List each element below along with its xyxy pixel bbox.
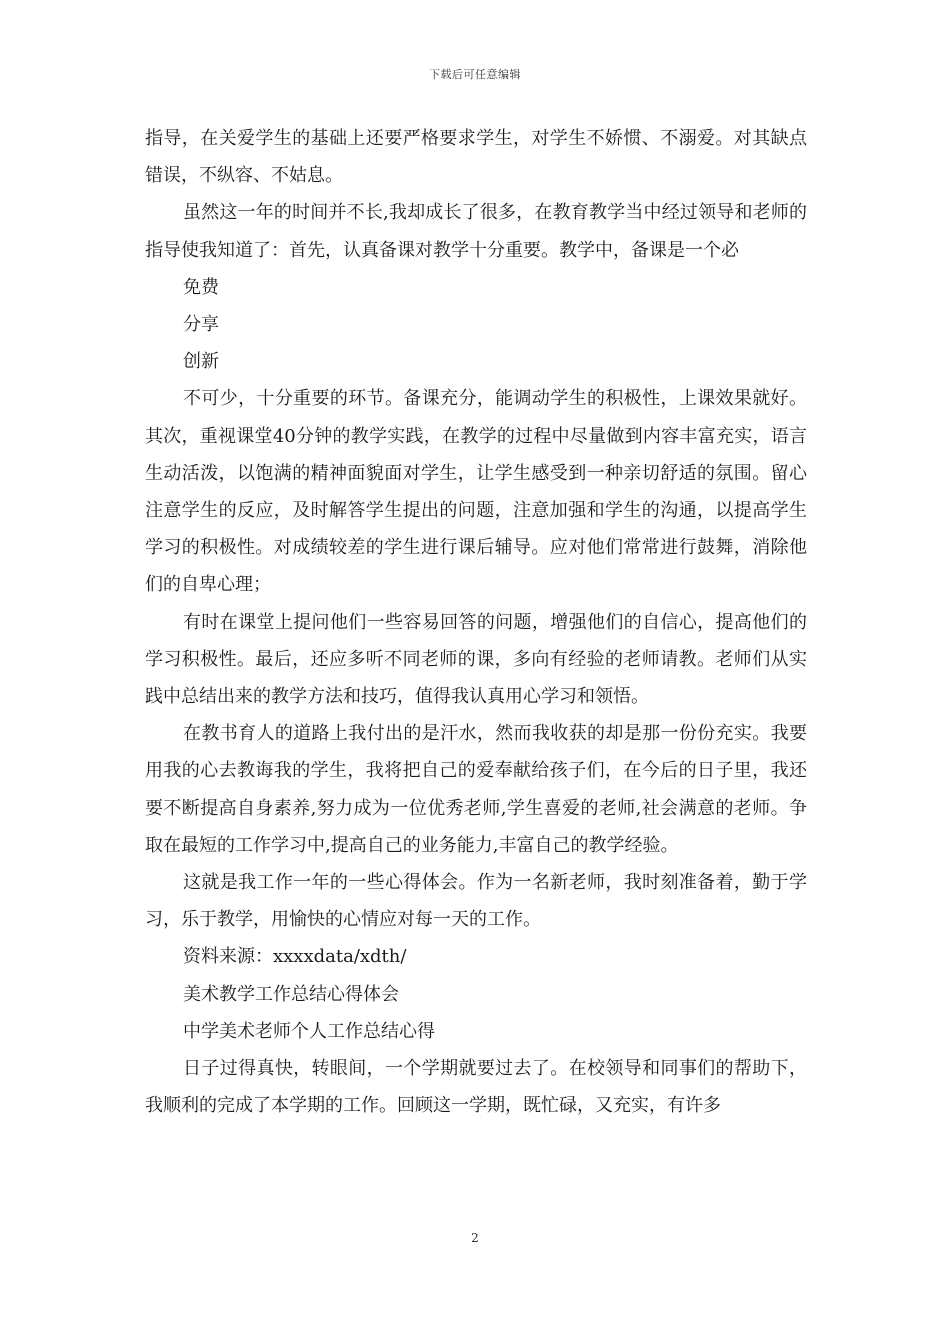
paragraph-10: 日子过得真快，转眼间，一个学期就要过去了。在校领导和同事们的帮助下，我顺利的完成了本学期的工作。回顾这一学期，既忙碌，又充实，有许多 [145, 1058, 807, 1117]
page-number: 2 [471, 1231, 479, 1245]
paragraph-6: 不可少，十分重要的环节。备课充分，能调动学生的积极性，上课效果就好。其次，重视课堂40分钟的教学实践，在教学的过程中尽量做到内容丰富充实，语言生动活泼，以饱满的精神面貌面对学生，让学生感受到一种亲切舒适的氛围。留心注意学生的反应，及时解答学生提出的问题，注意加强和学生的沟通，以提高学生学习的积极性。对成绩较差的学生进行课后辅导。应对他们常常进行鼓舞，消除他们的自卑心理； [145, 388, 807, 596]
paragraph-2: 虽然这一年的时间并不长,我却成长了很多，在教育教学当中经过领导和老师的指导使我知道了：首先，认真备课对教学十分重要。教学中，备课是一个必 [145, 202, 807, 261]
paragraph-3: 免费 [183, 276, 219, 298]
paragraph-1: 指导，在关爱学生的基础上还要严格要求学生，对学生不娇惯、不溺爱。对其缺点错误，不纵容、不姑息。 [145, 128, 807, 187]
paragraph-7: 有时在课堂上提问他们一些容易回答的问题，增强他们的自信心，提高他们的学习积极性。最后，还应多听不同老师的课，多向有经验的老师请教。老师们从实践中总结出来的教学方法和技巧，值得我认真用心学习和领悟。 [145, 611, 807, 708]
page-header: 下载后可任意编辑 [429, 68, 521, 81]
document-body [145, 120, 807, 1124]
paragraph-5: 创新 [183, 351, 219, 373]
paragraph-4: 分享 [183, 314, 219, 336]
paragraph-8: 在教书育人的道路上我付出的是汗水，然而我收获的却是那一份份充实。我要用我的心去教诲我的学生，我将把自己的爱奉献给孩子们，在今后的日子里，我还要不断提高自身素养,努力成为一位优秀老师,学生喜爱的老师,社会满意的老师。争取在最短的工作学习中,提高自己的业务能力,丰富自己的教学经验。 [145, 723, 807, 856]
source-line: 资料来源：xxxxdata/xdth/ [183, 946, 407, 968]
section-title-2: 中学美术老师个人工作总结心得 [183, 1020, 435, 1042]
paragraph-9: 这就是我工作一年的一些心得体会。作为一名新老师，我时刻准备着，勤于学习，乐于教学，用愉快的心情应对每一天的工作。 [145, 872, 807, 931]
section-title-1: 美术教学工作总结心得体会 [183, 983, 399, 1005]
